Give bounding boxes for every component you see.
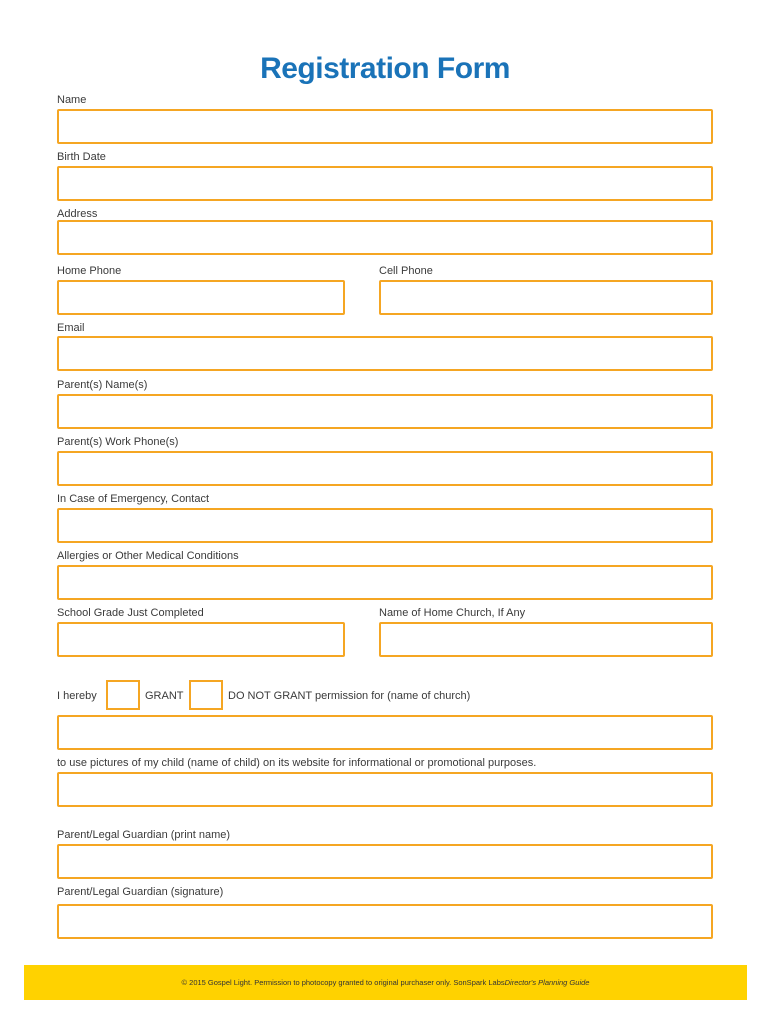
cell-phone-field[interactable] [379, 280, 713, 315]
home-church-field[interactable] [379, 622, 713, 657]
deny-label: DO NOT GRANT permission for (name of church) [228, 690, 471, 702]
parents-names-label: Parent(s) Name(s) [57, 379, 148, 391]
home-phone-label: Home Phone [57, 265, 122, 277]
deny-checkbox[interactable] [189, 680, 223, 710]
parents-work-phones-label: Parent(s) Work Phone(s) [57, 436, 179, 448]
name-field[interactable] [57, 109, 713, 144]
school-grade-field[interactable] [57, 622, 345, 657]
name-label: Name [57, 94, 87, 106]
grant-label: GRANT [145, 690, 184, 702]
guardian-print-field[interactable] [57, 844, 713, 879]
home-church-label: Name of Home Church, If Any [379, 607, 526, 619]
guardian-print-label: Parent/Legal Guardian (print name) [57, 829, 231, 841]
cell-phone-label: Cell Phone [379, 265, 433, 277]
home-phone-field[interactable] [57, 280, 345, 315]
copyright-footer [24, 965, 747, 1000]
email-field[interactable] [57, 336, 713, 371]
birth-date-field[interactable] [57, 166, 713, 201]
school-grade-label: School Grade Just Completed [57, 607, 204, 619]
allergies-label: Allergies or Other Medical Conditions [57, 550, 239, 562]
child-name-field[interactable] [57, 772, 713, 807]
footer-guide-title: Director's Planning Guide [504, 978, 590, 987]
grant-checkbox[interactable] [106, 680, 140, 710]
address-field[interactable] [57, 220, 713, 255]
permission-purpose-text: to use pictures of my child (name of child) on its website for informational or promotional purposes. [57, 757, 537, 769]
guardian-signature-field[interactable] [57, 904, 713, 939]
guardian-signature-label: Parent/Legal Guardian (signature) [57, 886, 224, 898]
form-title: Registration Form [260, 52, 510, 85]
address-label: Address [57, 208, 98, 220]
permission-prefix: I hereby [57, 690, 97, 702]
parents-work-phones-field[interactable] [57, 451, 713, 486]
birth-date-label: Birth Date [57, 151, 106, 163]
email-label: Email [57, 322, 85, 334]
footer-text: © 2015 Gospel Light. Permission to photocopy granted to original purchaser only. SonSpark Labs [181, 978, 505, 987]
parents-names-field[interactable] [57, 394, 713, 429]
church-name-field[interactable] [57, 715, 713, 750]
emergency-contact-field[interactable] [57, 508, 713, 543]
allergies-field[interactable] [57, 565, 713, 600]
emergency-contact-label: In Case of Emergency, Contact [57, 493, 210, 505]
